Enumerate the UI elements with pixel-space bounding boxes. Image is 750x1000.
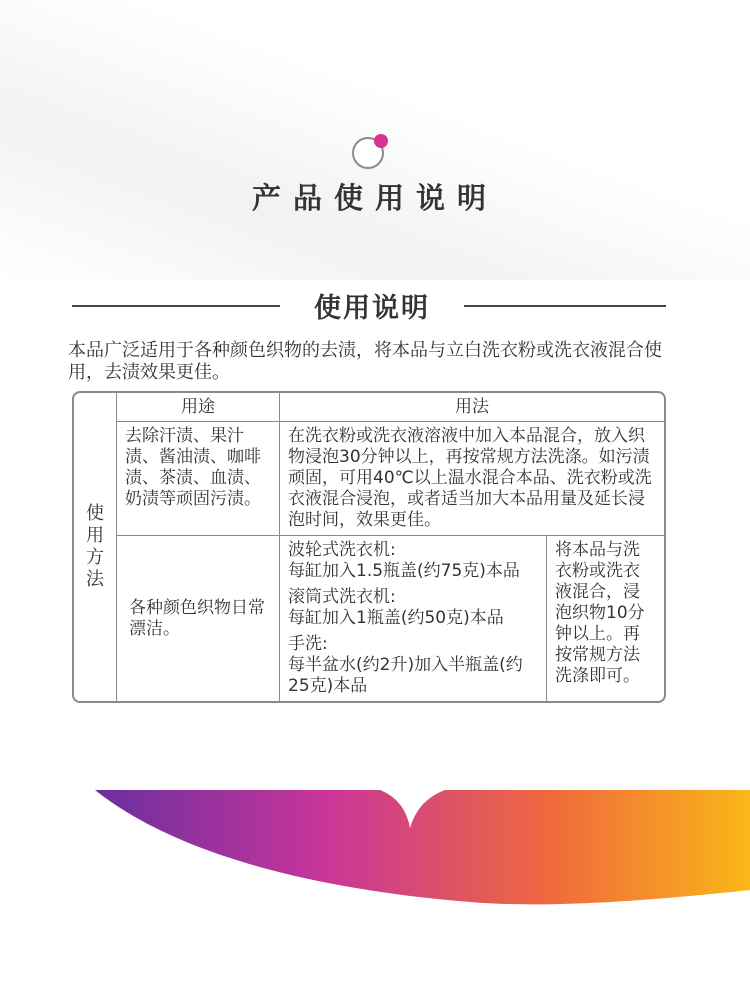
machine-item (288, 587, 538, 629)
machine-dose: 每缸加入1瓶盖(约50克)本品 (288, 608, 504, 628)
machine-dose: 每半盆水(约2升)加入半瓶盖(约25克)本品 (288, 655, 523, 696)
row2-use: 各种颜色织物日常漂洁。 (117, 536, 280, 701)
row2-soak: 将本品与洗衣粉或洗衣液混合，浸泡织物10分钟以上。再按常规方法洗涤即可。 (555, 540, 645, 686)
machine-dose: 每缸加入1.5瓶盖(约75克)本品 (288, 561, 520, 581)
row1-method: 在洗衣粉或洗衣液溶液中加入本品混合，放入织物浸泡30分钟以上，再按常规方法洗涤。如污渍顽固，可用40℃以上温水混合本品、洗衣粉或洗衣液混合浸泡，或者适当加大本品用量及延长浸泡时间，效果更佳。 (280, 422, 664, 536)
machine-title: 波轮式洗衣机: (288, 540, 396, 560)
row1-use: 去除汗渍、果汁渍、酱油渍、咖啡渍、茶渍、血渍、奶渍等顽固污渍。 (117, 422, 280, 536)
row2-machines (280, 536, 547, 701)
decorative-circles-icon (350, 133, 396, 179)
usage-table (72, 391, 666, 703)
table-row (74, 536, 664, 701)
machine-title: 手洗: (288, 634, 328, 654)
page-title: 产品使用说明 (251, 181, 498, 215)
table-header-row (74, 393, 664, 422)
table-row (74, 422, 664, 536)
header-use: 用途 (117, 393, 280, 422)
heading-divider-right (464, 305, 666, 307)
intro-text: 本品广泛适用于各种颜色织物的去渍，将本品与立白洗衣粉或洗衣液混合使用，去渍效果更佳。 (68, 340, 662, 383)
heading-divider-left (72, 305, 280, 307)
side-label-cell (74, 393, 117, 701)
circle-dot-icon (374, 134, 388, 148)
machine-item (288, 540, 538, 582)
header-method: 用法 (280, 393, 664, 422)
side-label: 使用方法 (86, 503, 104, 590)
section-heading-row (72, 284, 666, 328)
gradient-arc-banner (0, 790, 750, 1000)
section-heading: 使用说明 (314, 293, 430, 324)
machine-title: 滚筒式洗衣机: (288, 587, 396, 607)
machine-item (288, 634, 538, 697)
